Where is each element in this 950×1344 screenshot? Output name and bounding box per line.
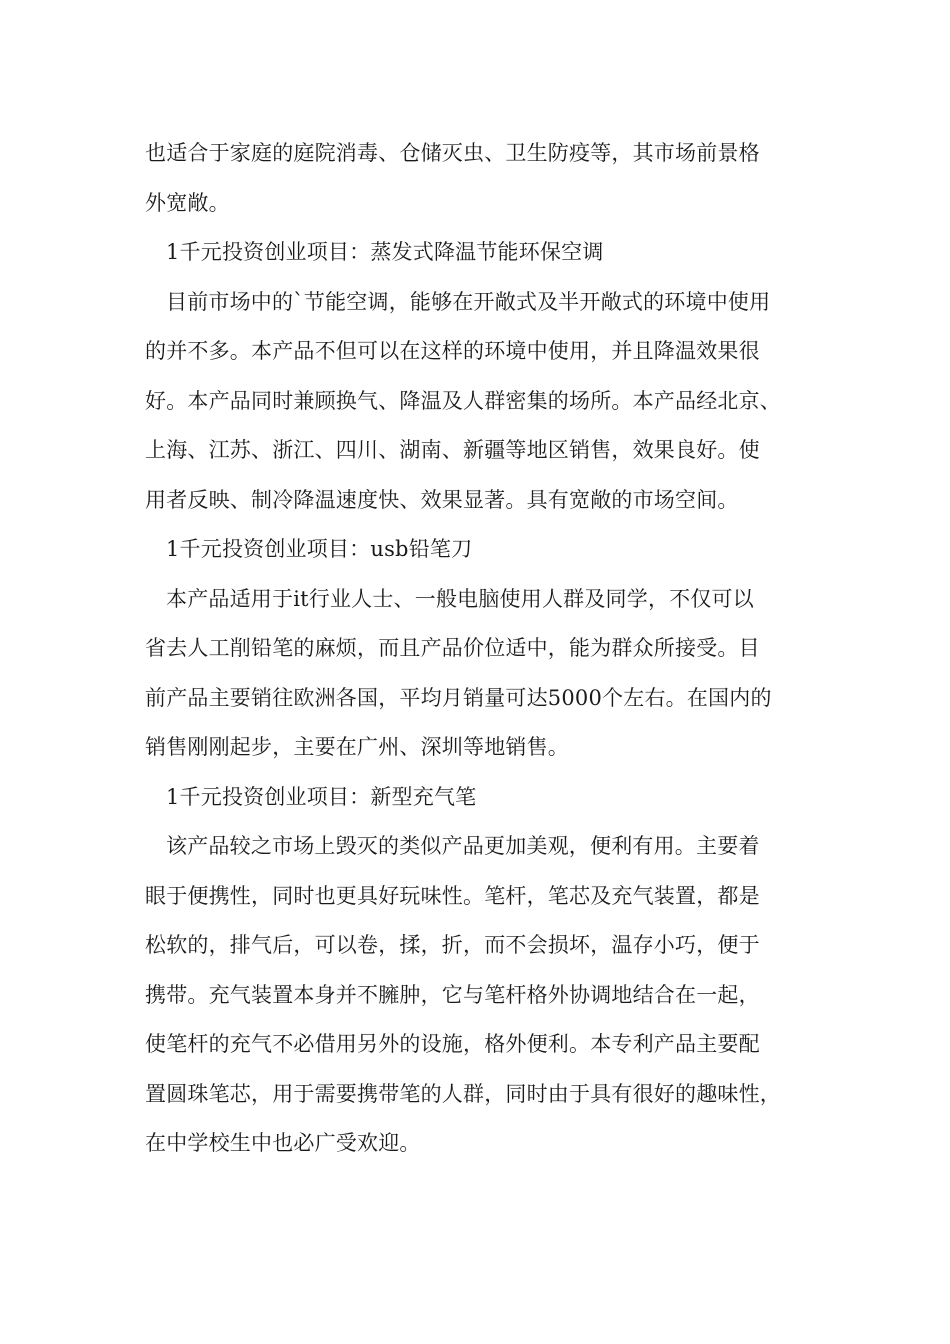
section-heading: 1千元投资创业项目：新型充气笔 [166, 784, 477, 809]
text-line: 眼于便携性，同时也更具好玩味性。笔杆，笔芯及充气装置，都是 [145, 883, 760, 908]
text-line: 置圆珠笔芯，用于需要携带笔的人群，同时由于具有很好的趣味性， [145, 1081, 781, 1106]
text-line: 的并不多。本产品不但可以在这样的环境中使用，并且降温效果很 [145, 339, 760, 363]
text-line: 使笔杆的充气不必借用另外的设施，格外便利。本专利产品主要配 [145, 1032, 760, 1056]
text-line: 携带。充气装置本身并不臃肿，它与笔杆格外协调地结合在一起， [145, 982, 760, 1007]
text-line: 在中学校生中也必广受欢迎。 [145, 1131, 421, 1155]
text-line: 省去人工削铅笔的麻烦，而且产品价位适中，能为群众所接受。目 [145, 636, 760, 660]
text-line: 上海、江苏、浙江、四川、湖南、新疆等地区销售，效果良好。使 [145, 438, 760, 462]
text-line: 用者反映、制冷降温速度快、效果显著。具有宽敞的市场空间。 [145, 487, 739, 512]
text-line: 本产品适用于it行业人士、一般电脑使用人群及同学，不仅可以 [166, 586, 754, 611]
text-line: 好。本产品同时兼顾换气、降温及人群密集的场所。本产品经北京、 [145, 388, 781, 413]
text-line: 目前市场中的`节能空调，能够在开敞式及半开敞式的环境中使用 [166, 289, 771, 314]
text-line: 外宽敞。 [145, 190, 230, 215]
text-line: 松软的，排气后，可以卷，揉，折，而不会损坏，温存小巧，便于 [145, 933, 760, 957]
document-body [145, 129, 815, 1169]
text-line: 前产品主要销往欧洲各国，平均月销量可达5000个左右。在国内的 [145, 685, 772, 710]
section-heading: 1千元投资创业项目：蒸发式降温节能环保空调 [166, 240, 604, 264]
text-line: 该产品较之市场上毁灭的类似产品更加美观，便利有用。主要着 [166, 834, 760, 858]
text-line: 销售刚刚起步，主要在广州、深圳等地销售。 [145, 735, 569, 759]
section-heading: 1千元投资创业项目：usb铅笔刀 [166, 537, 473, 561]
text-line: 也适合于家庭的庭院消毒、仓储灭虫、卫生防疫等，其市场前景格 [145, 141, 760, 165]
